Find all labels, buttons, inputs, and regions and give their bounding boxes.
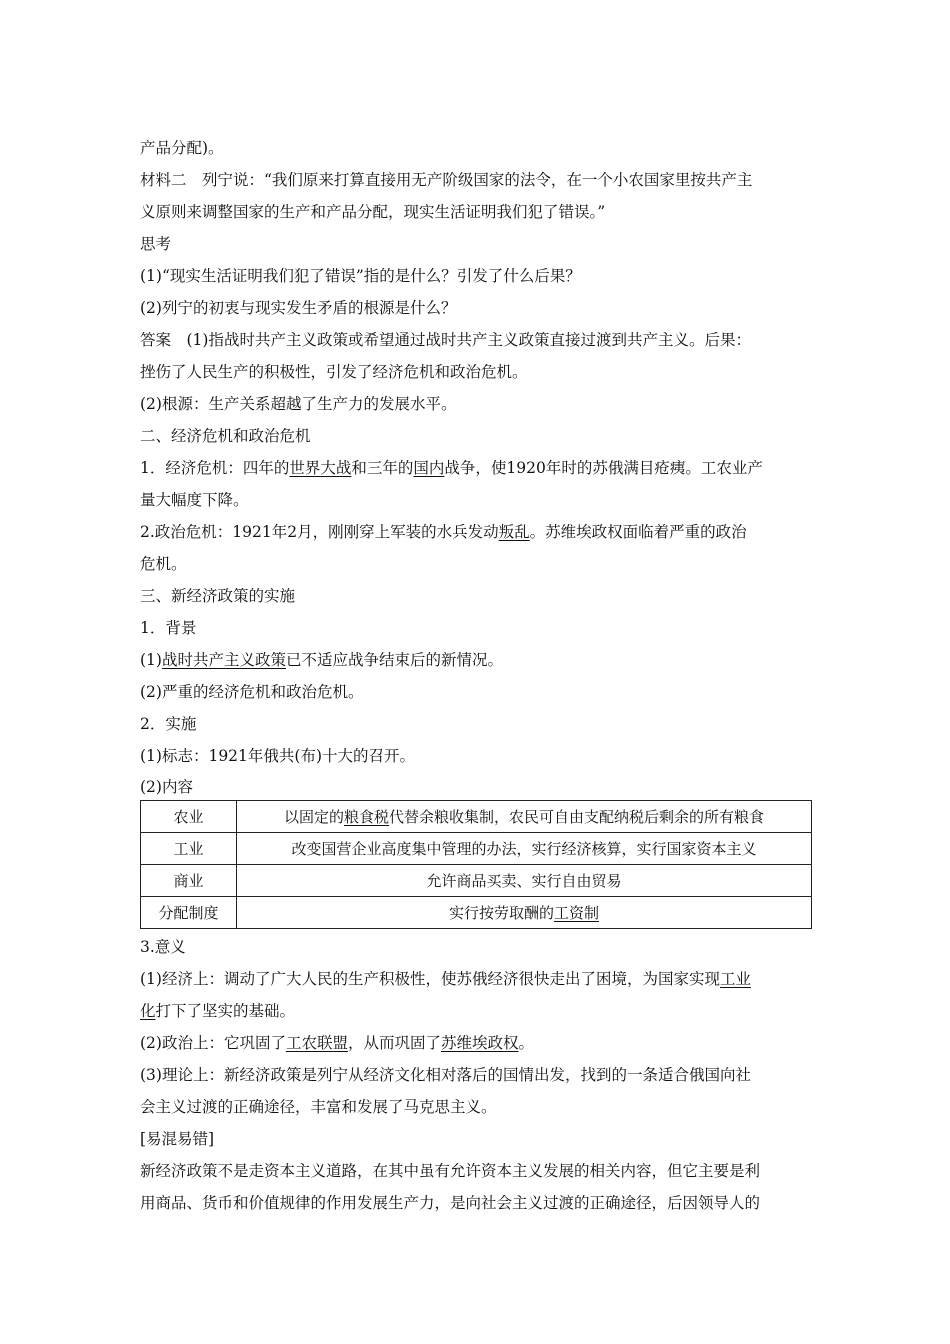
text-line: (2)严重的经济危机和政治危机。 bbox=[140, 683, 364, 701]
underlined-term: 化 bbox=[140, 1002, 156, 1020]
table-row bbox=[141, 801, 812, 833]
text: (1)经济上：调动了广大人民的生产积极性，使苏俄经济很快走出了困境，为国家实现 bbox=[140, 970, 720, 988]
text-line: 危机。 bbox=[140, 555, 187, 573]
polit-crisis-line bbox=[140, 516, 812, 548]
text-line: (2)内容 bbox=[140, 778, 193, 796]
text: 2.政治危机：1921年2月，刚刚穿上军装的水兵发动 bbox=[140, 523, 499, 541]
text-line: 新经济政策不是走资本主义道路，在其中虽有允许资本主义发展的相关内容，但它主要是利 bbox=[140, 1162, 761, 1180]
table-cell-value: 允许商品买卖、实行自由贸易 bbox=[237, 865, 812, 897]
table-cell-key: 分配制度 bbox=[141, 897, 237, 929]
table-cell-key: 农业 bbox=[141, 801, 237, 833]
underlined-term: 战时共产主义政策 bbox=[161, 651, 286, 669]
underlined-term: 粮食税 bbox=[343, 808, 389, 826]
text-line bbox=[140, 1027, 812, 1059]
text-line: 思考 bbox=[140, 235, 172, 253]
text: 战争，使1920年时的苏俄满目疮痍。工农业产 bbox=[444, 459, 763, 477]
table-row bbox=[141, 897, 812, 929]
text: 。 bbox=[518, 1034, 535, 1052]
sub-heading: 3.意义 bbox=[140, 938, 186, 956]
underlined-term: 国内 bbox=[413, 459, 445, 477]
text-line bbox=[140, 995, 812, 1027]
text: 和三年的 bbox=[351, 459, 414, 477]
text-line: (1)“现实生活证明我们犯了错误”指的是什么？引发了什么后果？ bbox=[140, 267, 581, 285]
underlined-term: 苏维埃政权 bbox=[441, 1034, 519, 1052]
table-row bbox=[141, 833, 812, 865]
section-heading: 三、新经济政策的实施 bbox=[140, 587, 296, 605]
text-line bbox=[140, 963, 812, 995]
answer-line: 挫伤了人民生产的积极性，引发了经济危机和政治危机。 bbox=[140, 363, 528, 381]
text-line: 产品分配)。 bbox=[140, 139, 224, 157]
text: 1．经济危机：四年的 bbox=[140, 459, 290, 477]
text-line: 用商品、货币和价值规律的作用发展生产力，是向社会主义过渡的正确途径，后因领导人的 bbox=[140, 1194, 761, 1212]
econ-crisis-line bbox=[140, 452, 812, 484]
answer-line: 答案 (1)指战时共产主义政策或希望通过战时共产主义政策直接过渡到共产主义。后果： bbox=[140, 331, 751, 349]
text: 。苏维埃政权面临着严重的政治 bbox=[529, 523, 747, 541]
text: (1) bbox=[140, 651, 162, 669]
table-cell-value bbox=[237, 897, 812, 929]
text: ，从而巩固了 bbox=[347, 1034, 441, 1052]
text-line: 义原则来调整国家的生产和产品分配，现实生活证明我们犯了错误。” bbox=[140, 203, 606, 221]
text-line: 量大幅度下降。 bbox=[140, 491, 249, 509]
text-line: 材料二 列宁说：“我们原来打算直接用无产阶级国家的法令，在一个小农国家里按共产主 bbox=[140, 171, 753, 189]
table-cell-key: 工业 bbox=[141, 833, 237, 865]
underlined-term: 工农联盟 bbox=[285, 1034, 348, 1052]
text: (2)政治上：它巩固了 bbox=[140, 1034, 286, 1052]
note-heading: [易混易错] bbox=[140, 1130, 215, 1148]
text-line: (3)理论上：新经济政策是列宁从经济文化相对落后的国情出发，找到的一条适合俄国向社 bbox=[140, 1066, 751, 1084]
text: 实行按劳取酬的 bbox=[448, 904, 554, 922]
answer-line: (2)根源：生产关系超越了生产力的发展水平。 bbox=[140, 395, 457, 413]
text-line: (2)列宁的初衷与现实发生矛盾的根源是什么？ bbox=[140, 299, 457, 317]
sub-heading: 2．实施 bbox=[140, 715, 197, 733]
table-cell-value bbox=[237, 801, 812, 833]
underlined-term: 叛乱 bbox=[498, 523, 530, 541]
table-cell-key: 商业 bbox=[141, 865, 237, 897]
text: 打下了坚实的基础。 bbox=[155, 1002, 296, 1020]
underlined-term: 世界大战 bbox=[289, 459, 352, 477]
text: 代替余粮收集制，农民可自由支配纳税后剩余的所有粮食 bbox=[389, 808, 765, 826]
text: 已不适应战争结束后的新情况。 bbox=[285, 651, 503, 669]
underlined-term: 工业 bbox=[719, 970, 751, 988]
text-line bbox=[140, 644, 812, 676]
table-row bbox=[141, 865, 812, 897]
policy-content-table bbox=[140, 800, 812, 929]
text-line: 会主义过渡的正确途径，丰富和发展了马克思主义。 bbox=[140, 1098, 497, 1116]
document-body bbox=[140, 132, 812, 1219]
sub-heading: 1．背景 bbox=[140, 619, 197, 637]
underlined-term: 工资制 bbox=[554, 904, 600, 922]
text: 以固定的 bbox=[283, 808, 344, 826]
section-heading: 二、经济危机和政治危机 bbox=[140, 427, 311, 445]
table-cell-value: 改变国营企业高度集中管理的办法，实行经济核算，实行国家资本主义 bbox=[237, 833, 812, 865]
text-line: (1)标志：1921年俄共(布)十大的召开。 bbox=[140, 747, 415, 765]
